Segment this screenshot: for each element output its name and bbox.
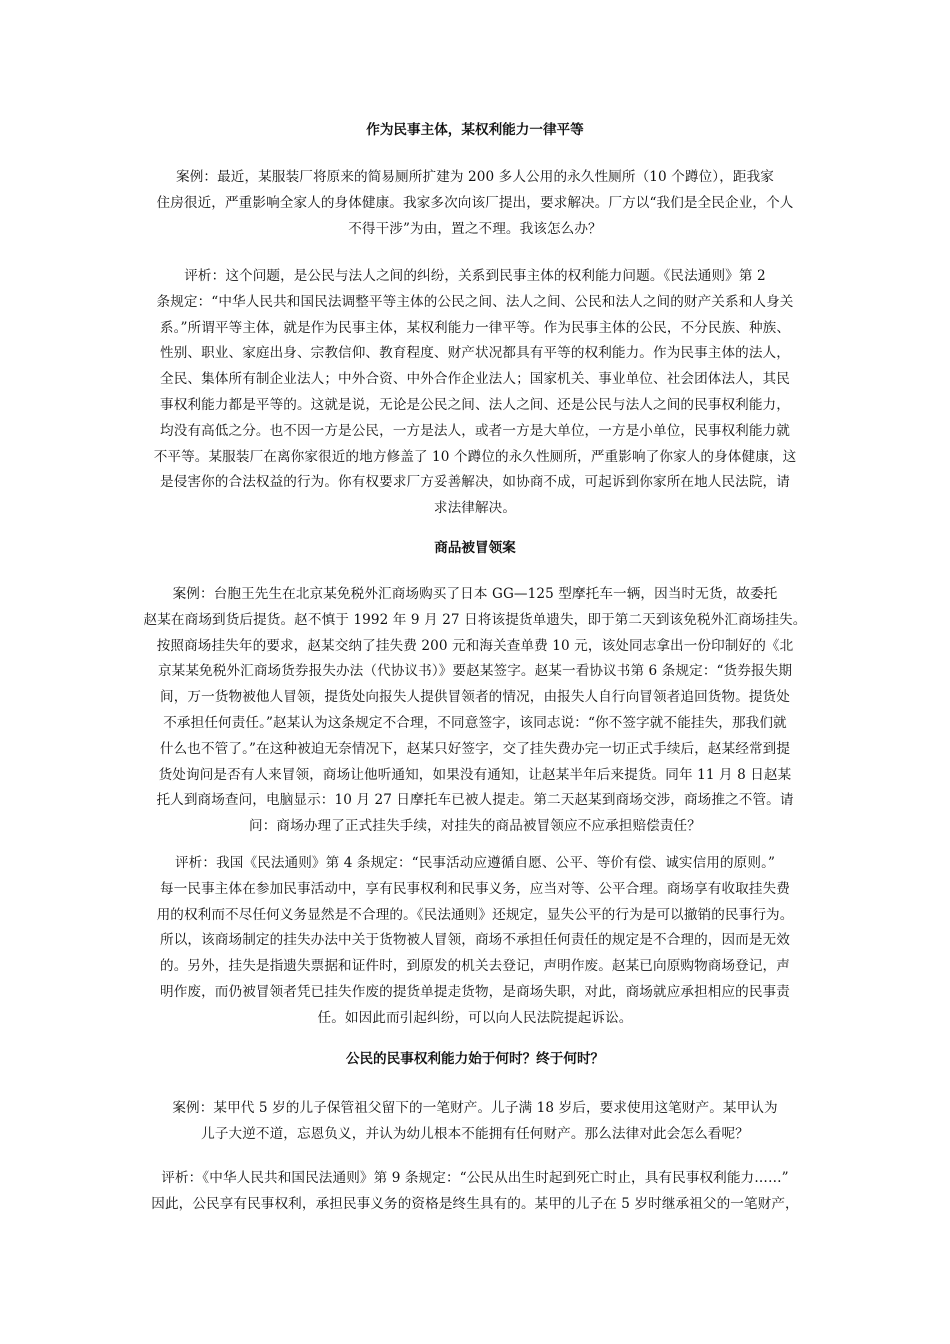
text-line: 京某某免税外汇商场货券报失办法（代协议书）》要赵某签字。赵某一看协议书第 6 条规定：“货券报失期 xyxy=(157,663,793,680)
case-paragraph xyxy=(135,582,815,840)
text-line: 评析：我国《民法通则》第 4 条规定：“民事活动应遵循自愿、公平、等价有偿、诚实信用的原则。” xyxy=(174,855,776,871)
analysis-paragraph xyxy=(135,851,815,1032)
text-line: 托人到商场查问，电脑显示：10 月 27 日摩托车已被人提走。第二天赵某到商场交涉，商场推之不管。请 xyxy=(156,792,794,809)
text-line: 全民、集体所有制企业法人；中外合资、中外合作企业法人；国家机关、事业单位、社会团体法人，其民 xyxy=(160,371,790,388)
text-line: 求法律解决。 xyxy=(433,500,517,517)
text-line: 问：商场办理了正式挂失手续，对挂失的商品被冒领应不应承担赔偿责任？ xyxy=(249,818,701,835)
section-title: 公民的民事权利能力始于何时？终于何时？ xyxy=(345,1051,605,1067)
text-line: 所以，该商场制定的挂失办法中关于货物被人冒领，商场不承担任何责任的规定是不合理的，因而是无效 xyxy=(160,932,790,949)
text-line: 什么也不管了。”在这种被迫无奈情况下，赵某只好签字，交了挂失费办完一切正式手续后，赵某经常到提 xyxy=(159,740,791,757)
text-line: 儿子大逆不道，忘恩负义，并认为幼儿根本不能拥有任何财产。那么法律对此会怎么看呢？ xyxy=(201,1125,749,1142)
text-line: 赵某在商场到货后提货。赵不慎于 1992 年 9 月 27 日将该提货单遗失，即于第二天到该免税外汇商场挂失。 xyxy=(143,611,807,628)
text-line: 每一民事主体在参加民事活动中，享有民事权利和民事义务，应当对等、公平合理。商场享有收取挂失费 xyxy=(160,880,790,897)
text-line: 间，万一货物被他人冒领，提货处向报失人提供冒领者的情况，由报失人自行向冒领者追回货物。提货处 xyxy=(160,689,790,706)
text-line: 是侵害你的合法权益的行为。你有权要求厂方妥善解决，如协商不成，可起诉到你家所在地人民法院，请 xyxy=(160,474,790,491)
text-line: 案例：最近，某服装厂将原来的简易厕所扩建为 200 多人公用的永久性厕所（10 个蹲位），距我家 xyxy=(176,169,774,185)
text-line: 系。”所谓平等主体，就是作为民事主体，某权利能力一律平等。作为民事主体的公民，不分民族、种族、 xyxy=(159,319,791,336)
text-line: 不平等。某服装厂在离你家很近的地方修盖了 10 个蹲位的永久性厕所，严重影响了你家人的身体健康，这 xyxy=(153,448,797,465)
text-line: 明作废，而仍被冒领者凭已挂失作废的提货单提走货物，是商场失职，对此，商场就应承担相应的民事责 xyxy=(160,983,790,1000)
text-line: 不承担任何责任。”赵某认为这条规定不合理，不同意签字，该同志说：“你不签字就不能挂失，那我们就 xyxy=(163,714,787,731)
text-line: 条规定：“中华人民共和国民法调整平等主体的公民之间、法人之间、公民和法人之间的财产关系和人身关 xyxy=(156,293,794,310)
text-line: 案例：台胞王先生在北京某免税外汇商场购买了日本 GG—125 型摩托车一辆，因当时无货，故委托 xyxy=(172,586,778,602)
text-line: 用的权利而不尽任何义务显然是不合理的。《民法通则》还规定，显失公平的行为是可以撤销的民事行为。 xyxy=(156,906,794,923)
section-title: 商品被冒领案 xyxy=(434,540,516,556)
text-line: 评析：这个问题，是公民与法人之间的纠纷，关系到民事主体的权利能力问题。《民法通则》第 2 xyxy=(184,268,766,284)
text-line: 事权利能力都是平等的。这就是说，无论是公民之间、法人之间、还是公民与法人之间的民事权利能力， xyxy=(160,396,790,413)
section-title: 作为民事主体，某权利能力一律平等 xyxy=(366,122,584,138)
text-line: 性别、职业、家庭出身、宗教信仰、教育程度、财产状况都具有平等的权利能力。作为民事主体的法人， xyxy=(160,345,790,362)
analysis-paragraph xyxy=(135,1166,815,1218)
text-line: 评析：《中华人民共和国民法通则》第 9 条规定：“公民从出生时起到死亡时止，具有民事权利能力……” xyxy=(161,1170,789,1186)
text-line: 货处询问是否有人来冒领，商场让他听通知，如果没有通知，让赵某半年后来提货。同年 11 月 8 日赵某 xyxy=(158,766,792,783)
text-line: 的。另外，挂失是指遗失票据和证件时，到原发的机关去登记，声明作废。赵某已向原购物商场登记，声 xyxy=(160,958,790,975)
text-line: 因此，公民享有民事权利，承担民事义务的资格是终生具有的。某甲的儿子在 5 岁时继承祖父的一笔财产， xyxy=(151,1195,799,1212)
case-paragraph xyxy=(135,165,815,242)
text-line: 任。如因此而引起纠纷，可以向人民法院提起诉讼。 xyxy=(317,1009,633,1026)
text-line: 案例：某甲代 5 岁的儿子保管祖父留下的一笔财产。儿子满 18 岁后，要求使用这笔财产。某甲认为 xyxy=(172,1100,778,1116)
text-line: 均没有高低之分。也不因一方是公民，一方是法人，或者一方是大单位，一方是小单位，民事权利能力就 xyxy=(160,422,790,439)
text-line: 住房很近，严重影响全家人的身体健康。我家多次向该厂提出，要求解决。厂方以“我们是全民企业，个人 xyxy=(156,194,794,211)
text-line: 按照商场挂失年的要求，赵某交纳了挂失费 200 元和海关查单费 10 元，该处同志拿出一份印制好的《北 xyxy=(156,637,794,654)
analysis-paragraph xyxy=(135,264,815,522)
text-line: 不得干涉”为由，置之不理。我该怎么办？ xyxy=(348,220,602,237)
case-paragraph xyxy=(135,1096,815,1148)
